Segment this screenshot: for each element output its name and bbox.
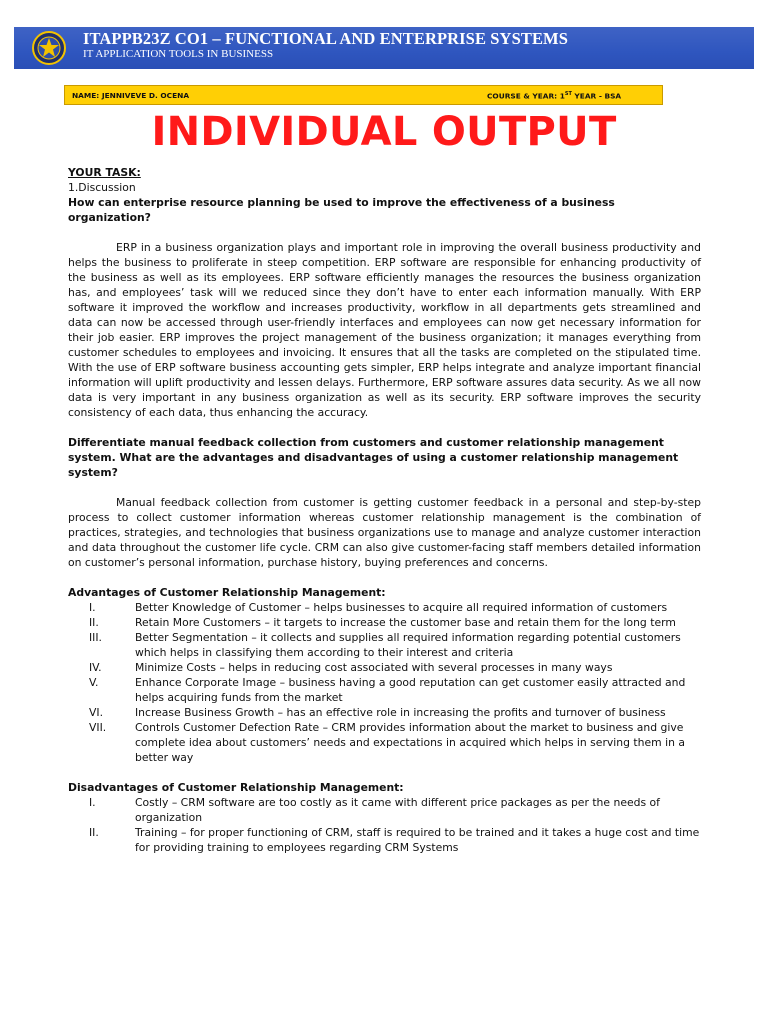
course-title: ITAPPB23Z CO1 – FUNCTIONAL AND ENTERPRISE SYSTEMS	[83, 29, 569, 48]
list-item: VI. Increase Business Growth – has an effective role in increasing the profits and turnover of business	[89, 706, 666, 719]
school-seal-icon	[32, 31, 66, 65]
list-item: II. Training – for proper functioning of CRM, staff is required to be trained and it takes a huge cost and time for providing training to employees regarding CRM Systems	[89, 826, 700, 854]
course-year: COURSE & YEAR: 1ST YEAR - BSA	[487, 91, 622, 101]
document-body	[68, 165, 701, 855]
answer-crm: Manual feedback collection from customer is getting customer feedback in a personal and step-by-step process to collect customer information whereas customer relationship management is the combination of practices, strategies, and technologies that business organizations use to manage and analyze customer interaction and data throughout the customer life cycle. CRM can also give customer-facing staff members detailed information on customer’s personal information, purchase history, buying preferences and concerns.	[68, 496, 701, 569]
advantages-heading: Advantages of Customer Relationship Management:	[68, 586, 386, 599]
discussion-label: 1.Discussion	[68, 181, 136, 194]
advantages-list	[68, 600, 701, 765]
course-subtitle: IT APPLICATION TOOLS IN BUSINESS	[83, 48, 274, 60]
list-item: II. Retain More Customers – it targets to increase the customer base and retain them for the long term	[89, 616, 676, 629]
list-item: III. Better Segmentation – it collects and supplies all required information regarding potential customers which helps in classifying them according to their interest and criteria	[89, 631, 681, 659]
answer-erp: ERP in a business organization plays and important role in improving the overall business productivity and helps the business to proliferate in steep competition. ERP software are responsible for enhancing productivity of the business as well as its employees. ERP software efficiently manages the resources the business organization has, and employees’ task will we reduced since they don’t have to enter each information manually. With ERP software it improved the workflow and increases productivity, workflow in all departments gets streamlined and data can now be accessed through user-friendly interfaces and employees can now get necessary information for their job easier. ERP improves the project management of the business organization; it manages everything from customer schedules to employees and invoicing. It ensures that all the tasks are completed on the stipulated time. With the use of ERP software business accounting gets simpler, ERP helps integrate and analyze important financial information will uplift productivity and lessen delays. Furthermore, ERP software assures data security. As we all now data is very important in any business organization as well as its security. ERP software improves the security consistency of each data, thus enhancing the accuracy.	[68, 241, 701, 419]
list-item: IV. Minimize Costs – helps in reducing cost associated with several processes in many ways	[89, 661, 613, 674]
list-item: I. Costly – CRM software are too costly as it came with different price packages as per the needs of organization	[89, 796, 660, 824]
disadvantages-list	[68, 795, 701, 855]
disadvantages-heading: Disadvantages of Customer Relationship Management:	[68, 781, 404, 794]
list-item: VII. Controls Customer Defection Rate – CRM provides information about the market to business and give complete idea about customers’ needs and expectations in acquired which helps in serving them in a better way	[89, 721, 685, 764]
course-header-bar	[14, 27, 754, 69]
page-title: INDIVIDUAL OUTPUT	[151, 109, 617, 155]
list-item: I. Better Knowledge of Customer – helps businesses to acquire all required information of customers	[89, 601, 668, 614]
task-heading: YOUR TASK:	[68, 166, 141, 179]
student-info-box	[64, 85, 663, 105]
list-item: V. Enhance Corporate Image – business having a good reputation can get customer easily attracted and helps acquiring funds from the market	[89, 676, 686, 704]
question-erp: How can enterprise resource planning be used to improve the effectiveness of a business organization?	[68, 196, 615, 224]
question-crm: Differentiate manual feedback collection from customers and customer relationship management system. What are the advantages and disadvantages of using a customer relationship management system?	[68, 436, 679, 479]
student-name: NAME: JENNIVEVE D. OCENA	[72, 91, 190, 100]
